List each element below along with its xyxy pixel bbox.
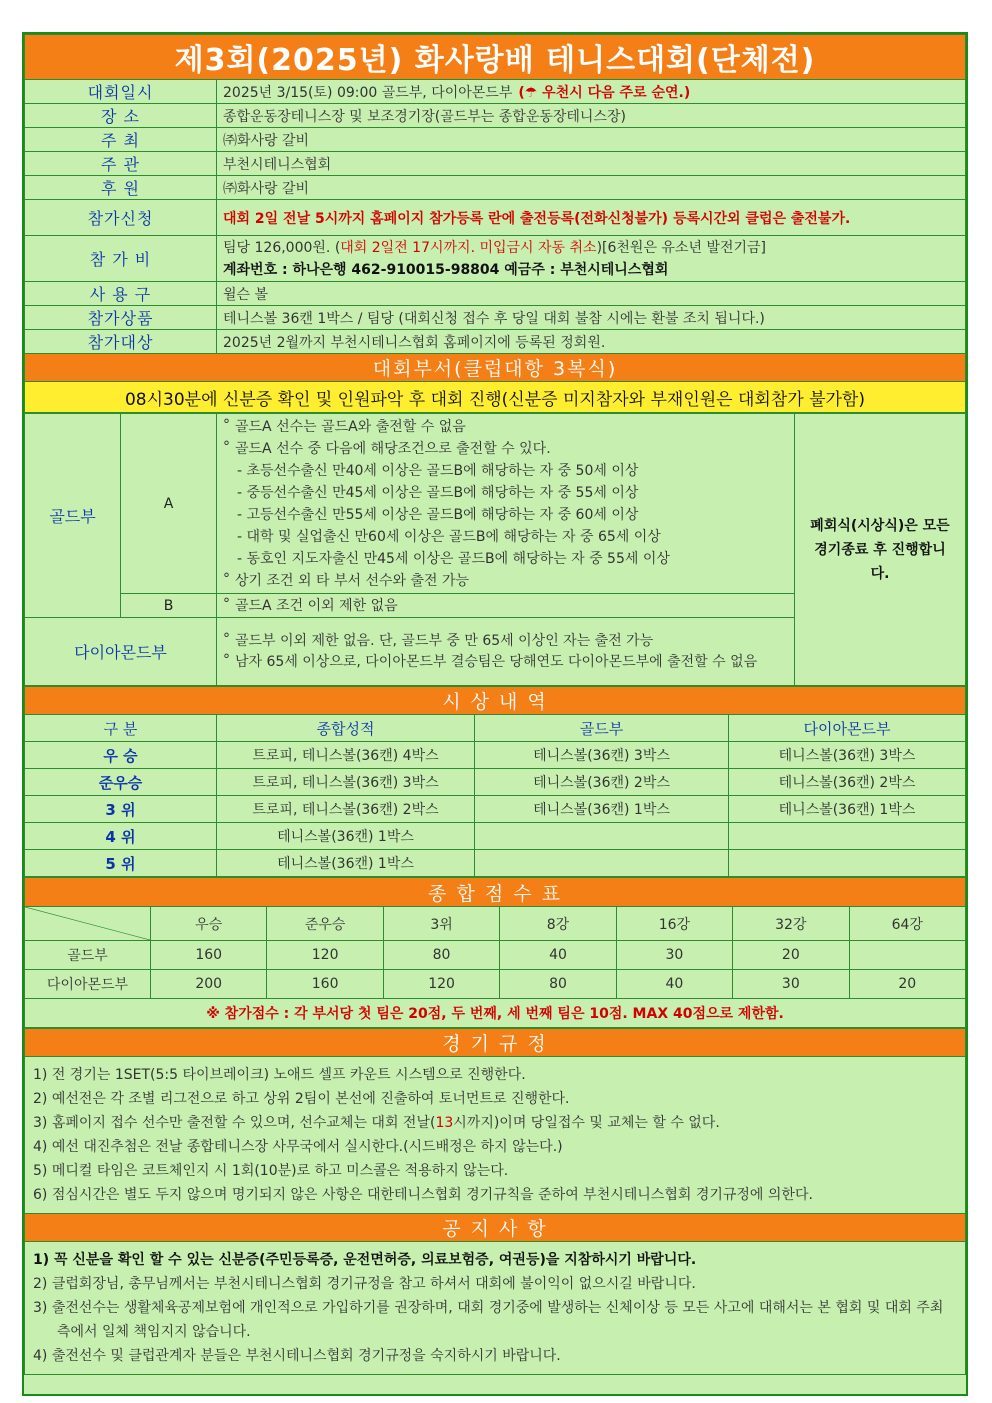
prize-gold: 테니스볼(36캔) 1박스 [475,796,729,823]
info-value-text: 2025년 3/15(토) 09:00 골드부, 다이아몬드부 [223,84,513,101]
info-label: 사 용 구 [25,282,217,306]
rule3-text: 3) 홈페이지 접수 선수만 출전할 수 있으며, 선수교체는 대회 전날( [33,1115,436,1131]
score-value: 80 [500,970,616,999]
diamond-rules [217,618,795,686]
info-label: 후 원 [25,176,217,200]
info-value [217,80,966,104]
score-value: 160 [151,941,267,970]
score-value: 20 [849,970,965,999]
prize-table [24,686,966,877]
fee-label: 참 가 비 [25,236,217,282]
score-corner-cell [25,907,151,941]
score-value: 30 [733,970,849,999]
rule-line: ° 골드A 선수는 골드A와 출전할 수 없음 [223,416,788,438]
rules-table [24,1028,966,1375]
notice-item: 3) 출전선수는 생활체육공제보험에 개인적으로 가입하기를 권장하며, 대회 경기중에 발생하는 신체이상 등 모든 사고에 대해서는 본 협회 및 대회 주최 측에서 일체 책임지지 않습니다. [33,1300,944,1340]
prize-rank: 5 위 [25,850,217,877]
gold-a-label: A [121,414,217,594]
prize-total: 트로피, 테니스볼(36캔) 3박스 [217,769,475,796]
rule-line: - 중등선수출신 만45세 이상은 골드B에 해당하는 자 중 55세 이상 [237,484,639,501]
fee-fund: )[6천원은 유소년 발전기금] [596,239,767,256]
prize-diamond: 테니스볼(36캔) 1박스 [729,796,966,823]
rule-item: 2) 예선전은 각 조별 리그전으로 하고 상위 2팀이 본선에 진출하여 토너먼트로 진행한다. [33,1091,570,1107]
prize-rank: 준우승 [25,769,217,796]
info-value-text: 부천시테니스협회 [223,156,332,173]
rule-item: 6) 점심시간은 별도 두지 않으며 명기되지 않은 사항은 대한테니스협회 경기규칙을 준하여 부천시테니스협회 경기규정에 의한다. [33,1187,813,1203]
prize-diamond [729,823,966,850]
info-label: 주 최 [25,128,217,152]
score-value: 160 [267,970,383,999]
gold-b-rules [217,594,795,618]
prize-rank: 3 위 [25,796,217,823]
score-value: 20 [733,941,849,970]
info-value-text: ㈜화사랑 갈비 [223,132,310,149]
score-col-header: 준우승 [267,907,383,941]
score-value: 40 [616,970,732,999]
prize-total: 트로피, 테니스볼(36캔) 2박스 [217,796,475,823]
score-col-header: 64강 [849,907,965,941]
prize-gold [475,850,729,877]
ceremony-note: 폐회식(시상식)은 모든 경기종료 후 진행합니다. [795,414,966,686]
rule-line: - 초등선수출신 만40세 이상은 골드B에 해당하는 자 중 50세 이상 [237,462,639,479]
prize-total: 테니스볼(36캔) 1박스 [217,850,475,877]
rule3-text-end: 시까지)이며 당일접수 및 교체는 할 수 없다. [453,1115,720,1131]
rule-item-3 [33,1111,957,1135]
info-value: 윌슨 볼 [217,282,966,306]
rule-item: 4) 예선 대진추첨은 전날 종합테니스장 사무국에서 실시한다.(시드배정은 하지 않는다.) [33,1139,563,1155]
info-value: 테니스볼 36캔 1박스 / 팀당 (대회신청 접수 후 당일 대회 불참 시에는 환불 조치 됩니다.) [217,306,966,330]
score-value: 80 [383,941,499,970]
gold-b-label: B [121,594,217,618]
score-value: 120 [267,941,383,970]
diamond-division-label: 다이아몬드부 [25,618,217,686]
prize-diamond: 테니스볼(36캔) 3박스 [729,742,966,769]
prize-diamond [729,850,966,877]
prize-gold [475,823,729,850]
score-value: 120 [383,970,499,999]
prize-diamond: 테니스볼(36캔) 2박스 [729,769,966,796]
rule-line: - 대학 및 실업출신 만60세 이상은 골드B에 해당하는 자 중 65세 이상 [237,528,661,545]
rules-list [25,1057,966,1214]
info-value: 2025년 2월까지 부천시테니스협회 홈페이지에 등록된 정회원. [217,330,966,354]
rule-line: ° 골드부 이외 제한 없음. 단, 골드부 중 만 65세 이상인 자는 출전 가능 [223,631,788,652]
division-header: 대회부서(클럽대항 3복식) [25,354,966,382]
score-note: ※ 참가점수 : 각 부서당 첫 팀은 20점, 두 번째, 세 번째 팀은 10점. MAX 40점으로 제한함. [25,999,966,1028]
prize-col-header: 종합성적 [217,715,475,742]
prize-gold: 테니스볼(36캔) 2박스 [475,769,729,796]
rule-item: 1) 전 경기는 1SET(5:5 타이브레이크) 노애드 셀프 카운트 시스템으로 진행한다. [33,1067,526,1083]
rule-item: 5) 메디컬 타임은 코트체인지 시 1회(10분)로 하고 미스콜은 적용하지 않는다. [33,1163,509,1179]
score-division: 골드부 [25,941,151,970]
info-label: 참가대상 [25,330,217,354]
prize-total: 테니스볼(36캔) 1박스 [217,823,475,850]
score-col-header: 8강 [500,907,616,941]
page-title: 제3회(2025년) 화사랑배 테니스대회(단체전) [25,35,966,80]
notice-item: 2) 클럽회장님, 총무님께서는 부천시테니스협회 경기규정을 참고 하셔서 대회에 불이익이 없으시길 바랍니다. [33,1276,696,1292]
prize-rank: 우 승 [25,742,217,769]
notice-list [25,1242,966,1375]
score-col-header: 32강 [733,907,849,941]
score-value: 200 [151,970,267,999]
score-col-header: 우승 [151,907,267,941]
info-table [24,34,966,413]
fee-deadline: 대회 2일전 17시까지. 미입금시 자동 취소 [340,239,597,256]
info-value [217,128,966,152]
rule-line: ° 골드A 선수 중 다음에 해당조건으로 출전할 수 있다. [223,438,788,460]
division-table [24,413,966,686]
notice-item: 4) 출전선수 및 클럽관계자 분들은 부천시테니스협회 경기규정을 숙지하시기 바랍니다. [33,1348,561,1364]
prize-col-header: 구 분 [25,715,217,742]
prize-total: 트로피, 테니스볼(36캔) 4박스 [217,742,475,769]
score-value: 40 [500,941,616,970]
gold-b-text: ° 골드A 조건 이외 제한 없음 [223,595,788,617]
info-value [217,152,966,176]
score-col-header: 3위 [383,907,499,941]
info-value [217,104,966,128]
notice-bar: 08시30분에 신분증 확인 및 인원파악 후 대회 진행(신분증 미지참자와 부재인원은 대회참가 불가함) [25,382,966,413]
rule-line: ° 남자 65세 이상으로, 다이아몬드부 결승팀은 당해연도 다이아몬드부에 출전할 수 없음 [223,652,788,673]
score-col-header: 16강 [616,907,732,941]
fee-account: 계좌번호 : 하나은행 462-910015-98804 예금주 : 부천시테니스협회 [223,261,669,278]
rules-header: 경 기 규 정 [25,1029,966,1057]
prize-rank: 4 위 [25,823,217,850]
info-label: 장 소 [25,104,217,128]
score-value [849,941,965,970]
info-label: 참가상품 [25,306,217,330]
gold-a-rules [217,414,795,594]
rule3-deadline: 13 [435,1115,454,1131]
info-label: 주 관 [25,152,217,176]
prize-header: 시 상 내 역 [25,687,966,715]
tournament-notice-sheet [22,32,968,1396]
score-header: 종 합 점 수 표 [25,878,966,907]
rule-line: - 동호인 지도자출신 만45세 이상은 골드B에 해당하는 자 중 55세 이상 [237,550,670,567]
notice-header: 공 지 사 항 [25,1214,966,1242]
score-division: 다이아몬드부 [25,970,151,999]
fee-value [217,236,966,282]
prize-col-header: 다이아몬드부 [729,715,966,742]
score-table [24,877,966,1028]
fee-text: 팀당 126,000원. ( [223,239,341,256]
prize-gold: 테니스볼(36캔) 3박스 [475,742,729,769]
apply-value: 대회 2일 전날 5시까지 홈페이지 참가등록 란에 출전등록(전화신청불가) 등록시간외 클럽은 출전불가. [217,200,966,236]
rule-line: - 고등선수출신 만55세 이상은 골드B에 해당하는 자 중 60세 이상 [237,506,639,523]
apply-label: 참가신청 [25,200,217,236]
gold-division-label: 골드부 [25,414,121,618]
score-value: 30 [616,941,732,970]
notice-item: 1) 꼭 신분을 확인 할 수 있는 신분증(주민등록증, 운전면허증, 의료보험증, 여권등)을 지참하시기 바랍니다. [33,1252,697,1268]
rain-notice: (☂ 우천시 다음 주로 순연.) [518,84,691,101]
info-value [217,176,966,200]
prize-col-header: 골드부 [475,715,729,742]
info-value-text: 종합운동장테니스장 및 보조경기장(골드부는 종합운동장테니스장) [223,108,626,125]
info-value-text: ㈜화사랑 갈비 [223,180,310,197]
info-label: 대회일시 [25,80,217,104]
rule-line: ° 상기 조건 외 타 부서 선수와 출전 가능 [223,570,788,592]
